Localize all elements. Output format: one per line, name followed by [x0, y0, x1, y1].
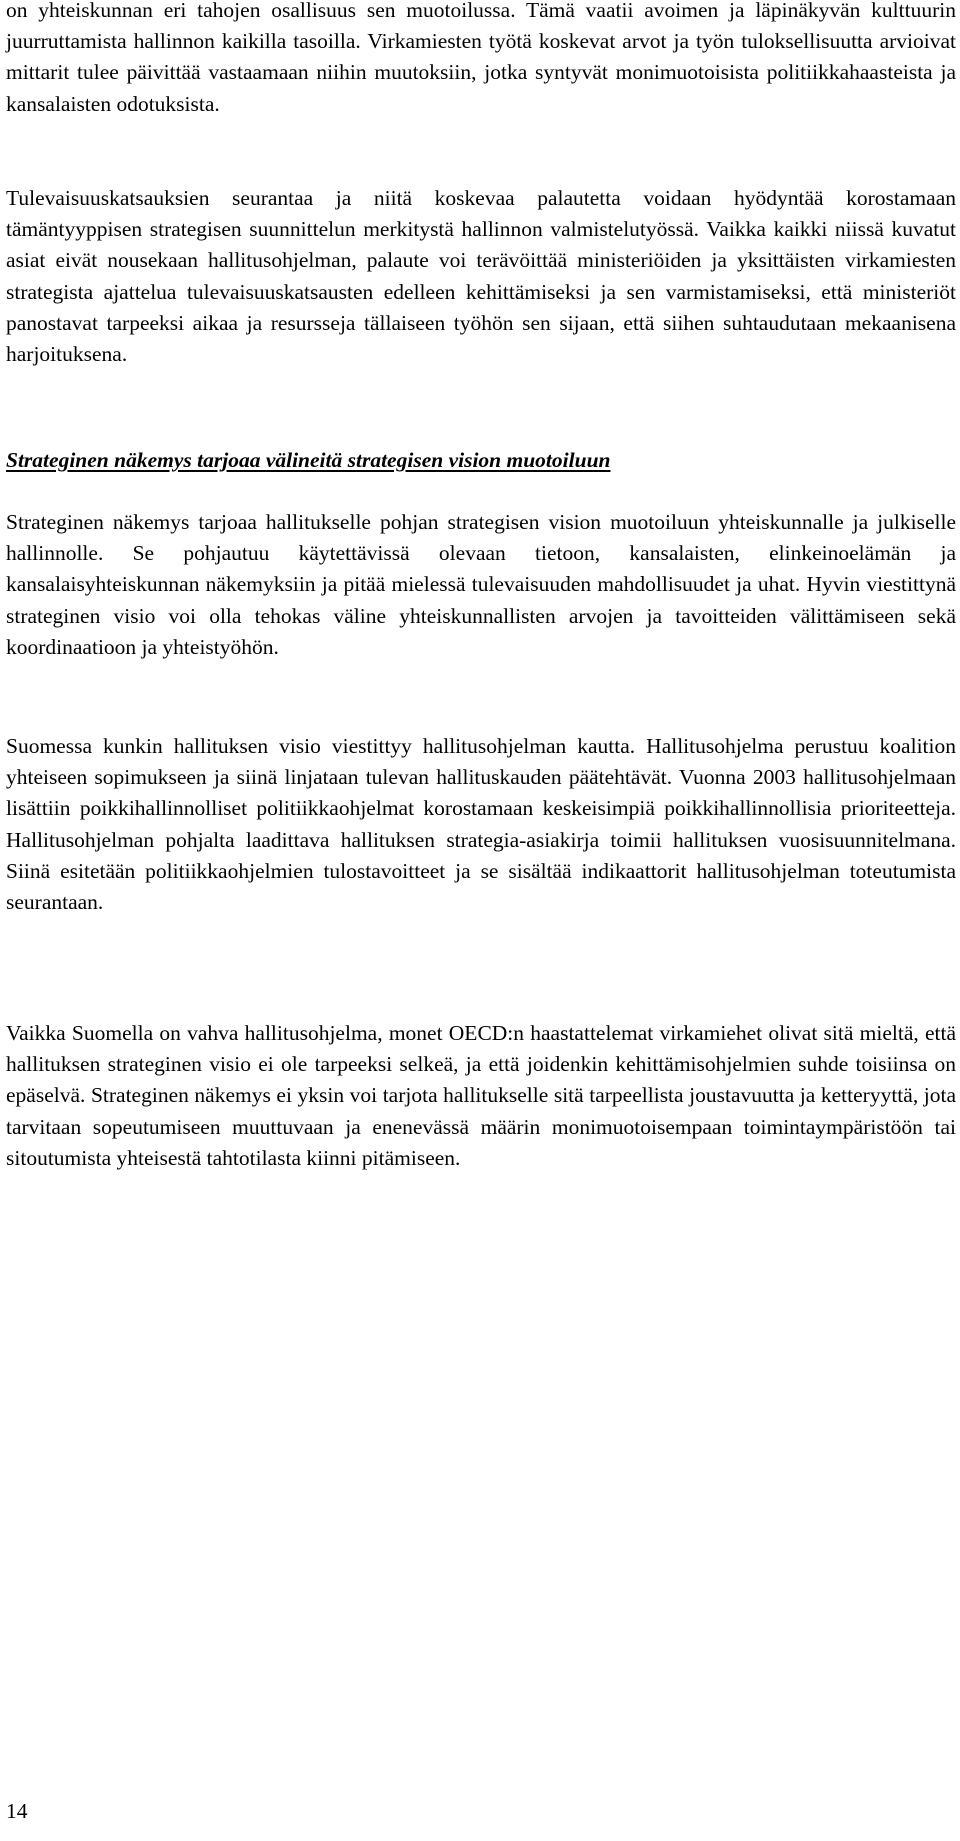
page-number: 14 — [6, 1799, 28, 1823]
paragraph-4: Suomessa kunkin hallituksen visio viestittyy hallitusohjelman kautta. Hallitusohjelma perustuu koalition yhteiseen sopimukseen ja siinä linjataan tulevan hallituskauden päätehtävät. Vuonna 2003 hallitusohjelmaan lisättiin poikkihallinnolliset politiikkaohjelmat korostamaan keskeisimpiä poikkihallinnollisia prioriteetteja. Hallitusohjelman pohjalta laadittava hallituksen strategia-asiakirja toimii hallituksen vuosisuunnitelmana. Siinä esitetään politiikkaohjelmien tulostavoitteet ja se sisältää indikaattorit hallitusohjelman toteutumista seurantaan. — [6, 734, 956, 915]
paragraph-5: Vaikka Suomella on vahva hallitusohjelma, monet OECD:n haastattelemat virkamiehet olivat sitä mieltä, että hallituksen strateginen visio ei ole tarpeeksi selkeä, ja että joidenkin kehittämisohjelmien suhde toisiinsa on epäselvä. Strateginen näkemys ei yksin voi tarjota hallitukselle sitä tarpeellista joustavuutta ja ketteryyttä, jota tarvitaan sopeutumiseen muuttuvaan ja enenevässä määrin monimuotoisempaan toimintaympäristöön tai sitoutumista yhteisestä tahtotilasta kiinni pitämiseen. — [6, 1021, 956, 1170]
paragraph-1: on yhteiskunnan eri tahojen osallisuus sen muotoilussa. Tämä vaatii avoimen ja läpinäkyvän kulttuurin juurruttamista hallinnon kaikilla tasoilla. Virkamiesten työtä koskevat arvot ja työn tuloksellisuutta arvioivat mittarit tulee päivittää vastaamaan niihin muutoksiin, jotka syntyvät monimuotoisista politiikkahaasteista ja kansalaisten odotuksista. — [6, 0, 956, 116]
paragraph-3: Strateginen näkemys tarjoaa hallitukselle pohjan strategisen vision muotoiluun yhteiskunnalle ja julkiselle hallinnolle. Se pohjautuu käytettävissä olevaan tietoon, kansalaisten, elinkeinoelämän ja kansalaisyhteiskunnan näkemyksiin ja pitää mielessä tulevaisuuden mahdollisuudet ja uhat. Hyvin viestittynä strateginen visio voi olla tehokas väline yhteiskunnallisten arvojen ja tavoitteiden välittämiseen sekä koordinaatioon ja yhteistyöhön. — [6, 510, 956, 659]
paragraph-2: Tulevaisuuskatsauksien seurantaa ja niitä koskevaa palautetta voidaan hyödyntää korostamaan tämäntyyppisen strategisen suunnittelun merkitystä hallinnon valmistelutyössä. Vaikka kaikki niissä kuvatut asiat eivät nousekaan hallitusohjelman, palaute voi terävöittää ministeriöiden ja yksittäisten virkamiesten strategista ajattelua tulevaisuuskatsausten edelleen kehittämiseksi ja sen varmistamiseksi, että ministeriöt panostavat tarpeeksi aikaa ja resursseja tällaiseen työhön sen sijaan, että siihen suhtaudutaan mekaanisena harjoituksena. — [6, 186, 956, 367]
section-heading: Strateginen näkemys tarjoaa välineitä strategisen vision muotoiluun — [6, 448, 611, 472]
